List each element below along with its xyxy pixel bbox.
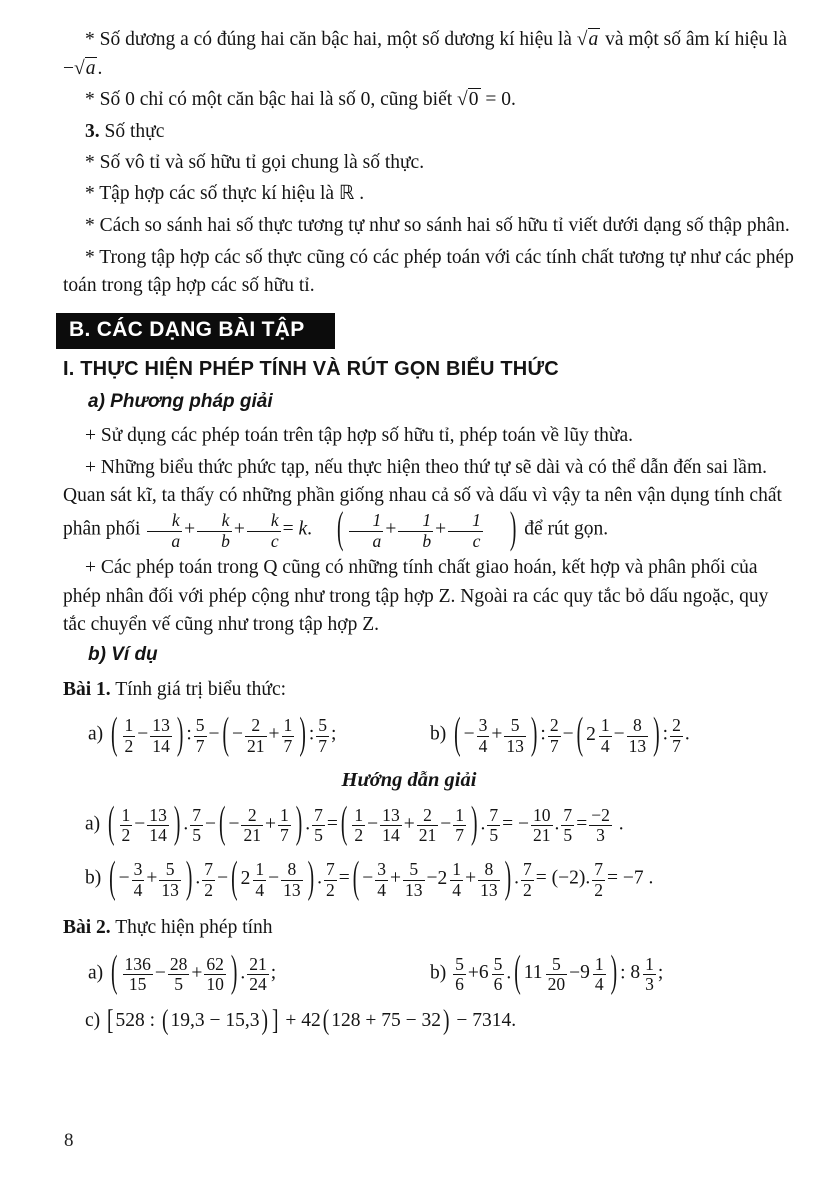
math-italic-symbol: k [298, 518, 308, 540]
fraction: $\frac{k}{c}$ [247, 511, 281, 551]
theory-bullet-compare: * Cách so sánh hai số thực tương tự như so sánh hai số hữu tỉ viết dưới dạng số thập phân. [85, 214, 790, 236]
fraction: $\frac{1}{3}$ [645, 953, 654, 995]
math-delimiter: ) [471, 799, 478, 849]
bai1-solution-a: a) ( $\frac{1}{2}$ − $\frac{13}{14}$ ) . $\frac{7}{5}$ − ( − $\frac{2}{21}$ + $\frac{1}{7}$ ) . $\frac{7}{5}$ = ( $\frac{1}{2}$ − $\frac{13}{14}$ + $\frac{2}{21}$ − $\frac{1}{7}$ ) . $\frac{7}{5}$ = − $\frac{10}{21}$ . $\frac{7}{5}$ = $\frac{-2}{3}$ . [85, 806, 795, 846]
math-delimiter: ) [509, 504, 517, 554]
math-delimiter: ) [176, 710, 184, 759]
fraction: $\frac{5}{6}$ [493, 953, 503, 995]
math-delimiter: ) [442, 1005, 450, 1037]
math-delimiter: ( [352, 854, 360, 903]
math-delimiter: ) [295, 799, 303, 849]
method-bullet-1: + Sử dụng các phép toán trên tập hợp số hữu tỉ, phép toán về lũy thừa. [85, 424, 633, 446]
mixed-number-whole: 2 [437, 867, 448, 889]
fraction: $\frac{1}{7}$ [283, 715, 293, 757]
fraction: $\frac{1}{4}$ [255, 858, 265, 900]
bai2-expression-b: b) $\frac{5}{6}$ +6 $\frac{5}{6}$ . ( 11 $\frac{5}{20}$ −9 $\frac{1}{4}$ ) : 8 $\frac{1}{3}$ ; [430, 955, 795, 995]
fraction: $\frac{5}{6}$ [455, 953, 464, 995]
theory-bullet-positive-sqrt: * Số dương a có đúng hai căn bậc hai, một số dương kí hiệu là √a và một số âm kí hiệu là −√a . [63, 29, 788, 79]
fraction: $\frac{8}{13}$ [283, 858, 301, 900]
square-root: √a [576, 29, 599, 50]
math-delimiter: ) [530, 710, 538, 759]
math-delimiter: ( [109, 854, 116, 903]
fraction: $\frac{5}{7}$ [318, 715, 327, 757]
fraction: $\frac{2}{21}$ [247, 715, 265, 757]
method-bullet-2: + Những biểu thức phức tạp, nếu thực hiện theo thứ tự sẽ dài và có thể dẫn đến sai lầm. Quan sát kĩ, ta thấy có những phần giống nhau cả số và dấu vì vậy ta nên vận dụng tính chất phân phối $\frac{k}{a}$ + $\frac{k}{b}$ + $\frac{k}{c}$ = k. ( $\frac{1}{a}$ + $\frac{1}{b}$ + $\frac{1}{c}$ ) để rút gọn. [63, 454, 795, 552]
math-delimiter: ] [271, 1005, 279, 1037]
math-delimiter: ) [230, 948, 238, 997]
fraction: $\frac{1}{2}$ [121, 804, 131, 846]
fraction: $\frac{1}{4}$ [594, 953, 604, 995]
mixed-number-whole: 8 [630, 962, 641, 984]
bai2-label [63, 914, 795, 942]
math-delimiter: ) [610, 948, 618, 997]
fraction: $\frac{13}{14}$ [152, 715, 170, 757]
math-delimiter: ) [653, 710, 660, 759]
bai1-expression-a: a) ( $\frac{1}{2}$ − $\frac{13}{14}$ ) : $\frac{5}{7}$ − ( − $\frac{2}{21}$ + $\frac{1}{7}$ ) : $\frac{5}{7}$ ; [88, 716, 430, 756]
section-i-heading: I. THỰC HIỆN PHÉP TÍNH VÀ RÚT GỌN BIỂU THỨC [63, 357, 559, 380]
math-delimiter: ( [340, 799, 348, 849]
math-delimiter: ( [218, 799, 226, 849]
fraction: $\frac{2}{21}$ [243, 804, 261, 846]
math-delimiter: ) [185, 854, 193, 903]
fraction: $\frac{7}{2}$ [522, 858, 532, 900]
method-bullet-3: + Các phép toán trong Q cũng có những tính chất giao hoán, kết hợp và phân phối của phép nhân đối với phép cộng như trong tập hợp Z. Ngoài ra các quy tắc bỏ dấu ngoặc, quy tắc chuyển vế cũng như trong tập hợp Z. [63, 557, 769, 636]
fraction: $\frac{2}{21}$ [418, 804, 437, 846]
fraction: $\frac{13}{14}$ [382, 804, 400, 846]
fraction: $\frac{3}{4}$ [478, 715, 488, 757]
fraction: $\frac{1}{c}$ [448, 511, 483, 551]
fraction: $\frac{7}{5}$ [314, 804, 323, 846]
fraction: $\frac{136}{15}$ [124, 953, 151, 995]
fraction: $\frac{1}{a}$ [349, 511, 384, 551]
method-heading: a) Phương pháp giải [88, 390, 273, 412]
fraction: $\frac{7}{5}$ [489, 804, 499, 846]
theory-bullet-operations: * Trong tập hợp các số thực cũng có các phép toán với các tính chất tương tự như các phép toán trong tập hợp các số hữu tỉ. [63, 246, 794, 297]
fraction: $\frac{7}{5}$ [563, 804, 573, 846]
fraction: $\frac{13}{14}$ [149, 804, 167, 846]
bai2-label-number: Bài 2. [63, 917, 111, 939]
section-b-title: B. CÁC DẠNG BÀI TẬP [69, 317, 305, 341]
math-delimiter: ( [514, 948, 521, 997]
bai1-expression-b: b) ( − $\frac{3}{4}$ + $\frac{5}{13}$ ) : $\frac{2}{7}$ − ( 2 $\frac{1}{4}$ − $\frac{8}{13}$ ) : $\frac{2}{7}$ . [430, 716, 795, 756]
bai2-expressions-row [63, 948, 795, 997]
bai1-solution-b: b) ( − $\frac{3}{4}$ + $\frac{5}{13}$ ) . $\frac{7}{2}$ − ( 2 $\frac{1}{4}$ − $\frac{8}{13}$ ) . $\frac{7}{2}$ = ( − $\frac{3}{4}$ + $\frac{5}{13}$ −2 $\frac{1}{4}$ + $\frac{8}{13}$ ) . $\frac{7}{2}$ = (−2). $\frac{7}{2}$ = −7 . [85, 860, 795, 900]
bai2-expression-a: a) ( $\frac{136}{15}$ − $\frac{28}{5}$ + $\frac{62}{10}$ ) . $\frac{21}{24}$ ; [88, 955, 430, 995]
square-root: √a [74, 57, 96, 79]
math-delimiter: ) [504, 854, 512, 903]
mixed-number-whole: 6 [478, 962, 489, 984]
bai1-label-number: Bài 1. [63, 679, 111, 701]
example-heading: b) Ví dụ [88, 644, 158, 666]
fraction: $\frac{5}{7}$ [195, 715, 205, 757]
bai2-label-text: Thực hiện phép tính [110, 917, 273, 939]
fraction: $\frac{62}{10}$ [206, 953, 224, 995]
theory-bullet-irrational: * Số vô tỉ và số hữu tỉ gọi chung là số thực. [85, 151, 425, 173]
bai1-expressions-row [63, 710, 795, 759]
fraction: $\frac{2}{7}$ [549, 715, 559, 757]
fraction: $\frac{1}{b}$ [398, 511, 433, 551]
fraction: $\frac{5}{20}$ [547, 953, 566, 995]
fraction: $\frac{21}{24}$ [249, 953, 267, 995]
mixed-number-whole: 2 [240, 867, 251, 889]
fraction: $\frac{1}{2}$ [124, 715, 134, 757]
bai2-expression-c: c) [ 528 : ( 19,3 − 15,3 ) ] + 42 ( 128 + 75 − 32 ) − 7314. [85, 1009, 795, 1033]
fraction: $\frac{1}{7}$ [455, 804, 464, 846]
math-delimiter: ( [108, 799, 115, 849]
mixed-number-whole: 9 [580, 962, 590, 984]
math-delimiter: ) [261, 1005, 268, 1037]
bai1-label [63, 676, 795, 704]
fraction: $\frac{10}{21}$ [533, 804, 551, 846]
fraction: $\frac{1}{7}$ [280, 804, 289, 846]
fraction: $\frac{3}{4}$ [377, 858, 387, 900]
bai1-label-text: Tính giá trị biểu thức: [110, 679, 287, 701]
fraction: $\frac{8}{13}$ [480, 858, 498, 900]
math-delimiter: ) [173, 799, 181, 849]
math-delimiter: ( [111, 710, 118, 759]
math-delimiter: [ [107, 1005, 114, 1037]
mixed-number-whole: 2 [586, 724, 596, 746]
math-delimiter: ( [454, 710, 461, 759]
math-delimiter: ( [337, 504, 344, 554]
fraction: $\frac{5}{13}$ [506, 715, 524, 757]
fraction: $\frac{-2}{3}$ [591, 804, 610, 846]
fraction: $\frac{1}{2}$ [354, 804, 364, 846]
section-b-header-bar [56, 313, 335, 349]
fraction: $\frac{1}{4}$ [600, 715, 610, 757]
math-delimiter: ( [231, 854, 238, 903]
math-delimiter: ( [576, 710, 584, 759]
fraction: $\frac{2}{7}$ [672, 715, 681, 757]
fraction: $\frac{7}{2}$ [594, 858, 603, 900]
solution-guide-title: Hướng dẫn giải [341, 768, 477, 791]
fraction: $\frac{5}{13}$ [161, 858, 179, 900]
fraction: $\frac{5}{13}$ [405, 858, 423, 900]
theory-bullet-r-notation: * Tập hợp các số thực kí hiệu là ℝ . [85, 183, 365, 205]
fraction: $\frac{k}{b}$ [197, 511, 232, 551]
math-delimiter: ) [307, 854, 315, 903]
fraction: $\frac{1}{4}$ [452, 858, 462, 900]
math-delimiter: ( [161, 1005, 169, 1037]
theory-bullet-zero-sqrt: * Số 0 chỉ có một căn bậc hai là số 0, cũng biết √0 = 0. [85, 89, 516, 111]
math-delimiter: ( [222, 710, 230, 759]
math-delimiter: ( [111, 948, 118, 997]
page-number: 8 [64, 1130, 74, 1151]
fraction: $\frac{3}{4}$ [133, 858, 143, 900]
theory-heading-real-numbers [63, 118, 795, 147]
theory-heading-number: 3. [85, 120, 100, 142]
theory-heading-text: Số thực [99, 120, 165, 142]
fraction: $\frac{28}{5}$ [169, 953, 188, 995]
math-delimiter: ) [299, 710, 306, 759]
fraction: $\frac{7}{2}$ [325, 858, 335, 900]
fraction: $\frac{k}{a}$ [147, 511, 182, 551]
math-delimiter: ( [322, 1005, 330, 1037]
mixed-number-whole: 11 [523, 962, 543, 984]
fraction: $\frac{7}{5}$ [192, 804, 201, 846]
fraction: $\frac{8}{13}$ [628, 715, 647, 757]
square-root: √0 [457, 89, 479, 111]
fraction: $\frac{7}{2}$ [204, 858, 214, 900]
